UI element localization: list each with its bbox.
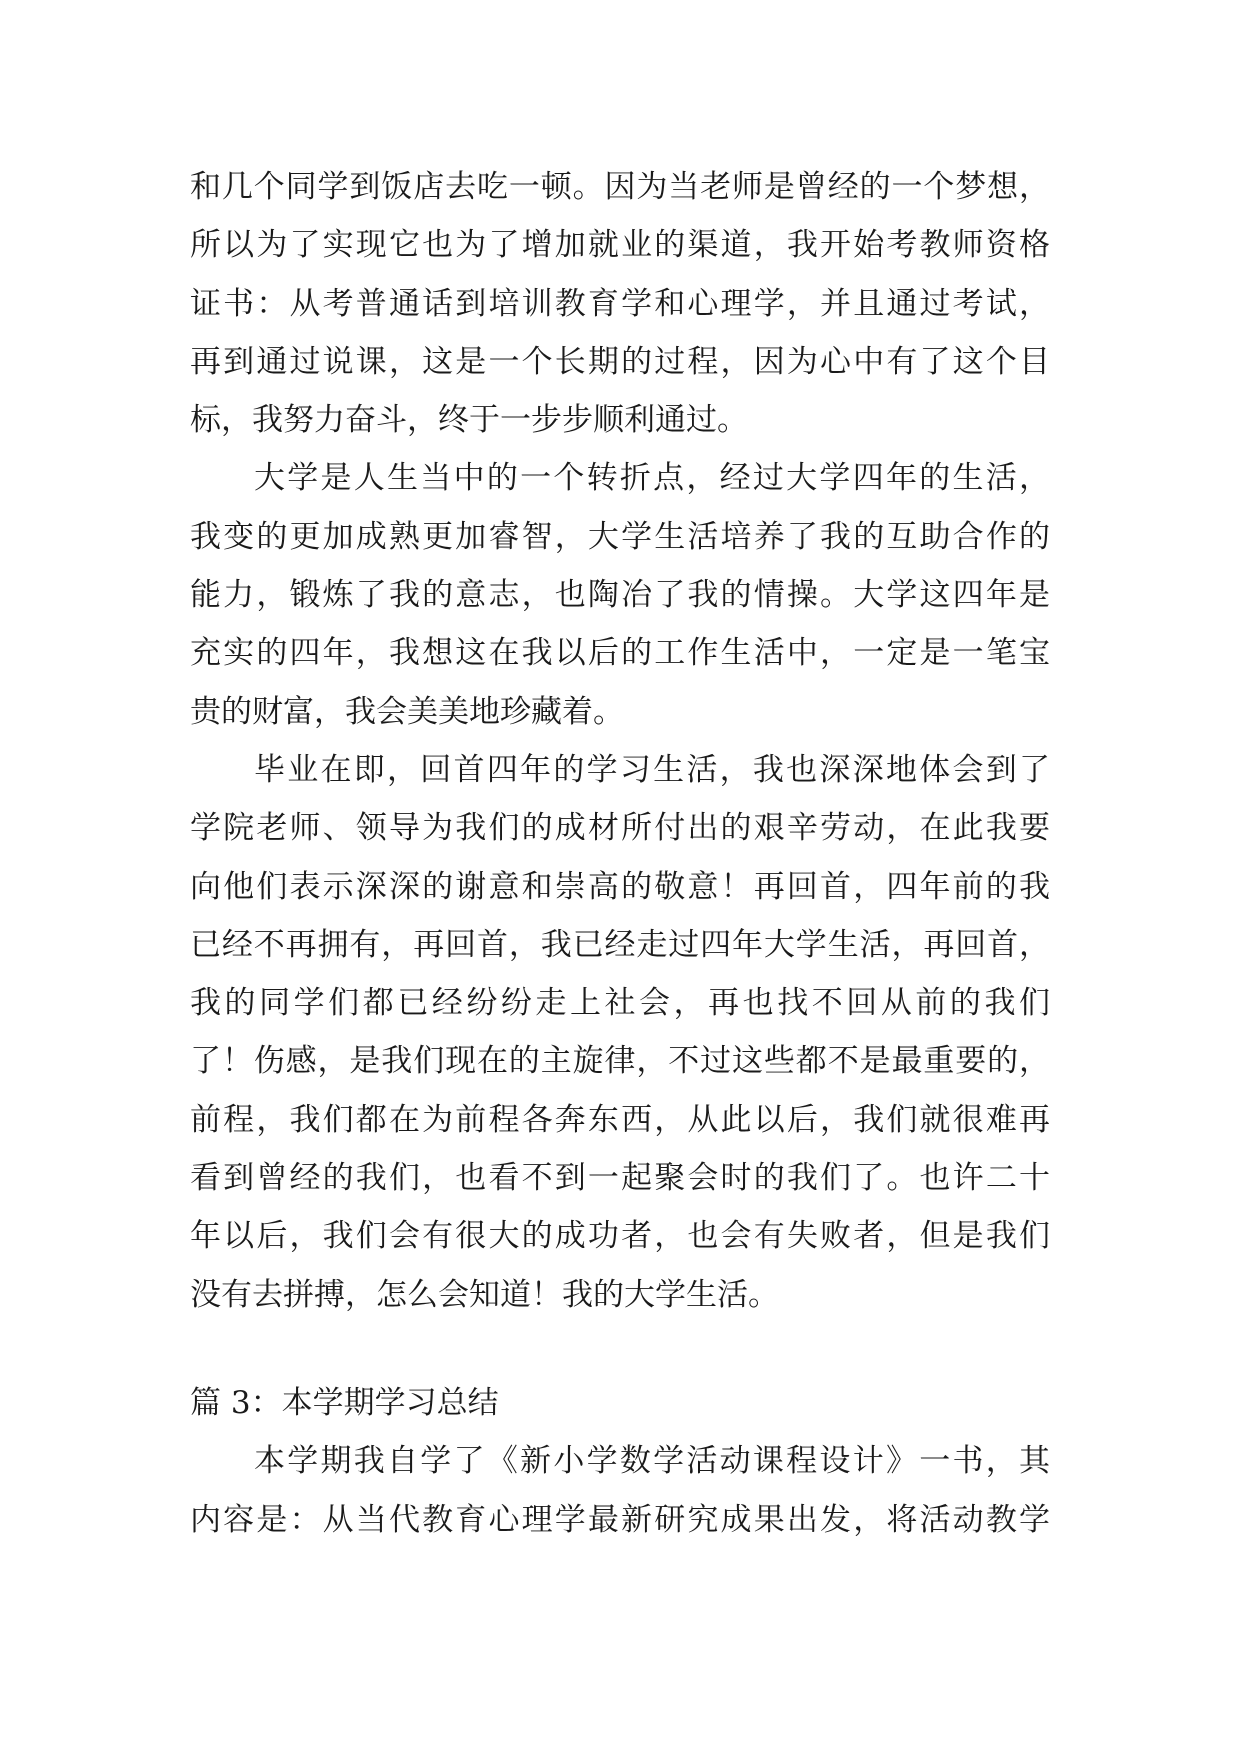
text-line: 年以后，我们会有很大的成功者，也会有失败者，但是我们 [190,1218,1050,1255]
text-line: 已经不再拥有，再回首，我已经走过四年大学生活，再回首， [190,926,1050,963]
section-paragraph [190,1432,1050,1549]
paragraph-2 [190,449,1050,740]
text-line: 本学期我自学了《新小学数学活动课程设计》一书，其 [254,1443,1050,1480]
document-body [190,158,1050,1549]
section-gap [190,1324,1050,1374]
text-line: 标，我努力奋斗，终于一步步顺利通过。 [190,402,748,439]
text-line: 证书：从考普通话到培训教育学和心理学，并且通过考试， [190,285,1050,322]
paragraph-1 [190,158,1050,449]
text-line: 再到通过说课，这是一个长期的过程，因为心中有了这个目 [190,343,1050,380]
section-heading: 篇 3：本学期学习总结 [190,1384,499,1421]
text-line: 所以为了实现它也为了增加就业的渠道，我开始考教师资格 [190,227,1050,264]
text-line: 学院老师、领导为我们的成材所付出的艰辛劳动，在此我要 [190,810,1050,847]
text-line: 我的同学们都已经纷纷走上社会，再也找不回从前的我们 [190,985,1050,1022]
text-line: 充实的四年，我想这在我以后的工作生活中，一定是一笔宝 [190,635,1050,672]
text-line: 毕业在即，回首四年的学习生活，我也深深地体会到了 [254,751,1050,788]
text-line: 了！伤感，是我们现在的主旋律，不过这些都不是最重要的， [190,1043,1050,1080]
text-line: 前程，我们都在为前程各奔东西，从此以后，我们就很难再 [190,1101,1050,1138]
text-line: 看到曾经的我们，也看不到一起聚会时的我们了。也许二十 [190,1160,1050,1197]
text-line: 向他们表示深深的谢意和崇高的敬意！再回首，四年前的我 [190,868,1050,905]
text-line: 没有去拼搏，怎么会知道！我的大学生活。 [190,1276,779,1313]
text-line: 能力，锻炼了我的意志，也陶冶了我的情操。大学这四年是 [190,577,1050,614]
text-line: 和几个同学到饭店去吃一顿。因为当老师是曾经的一个梦想， [190,169,1050,205]
text-line: 内容是：从当代教育心理学最新研究成果出发，将活动教学 [190,1501,1050,1538]
text-line: 大学是人生当中的一个转折点，经过大学四年的生活， [254,460,1050,497]
paragraph-3 [190,741,1050,1324]
text-line: 我变的更加成熟更加睿智，大学生活培养了我的互助合作的 [190,518,1050,555]
text-line: 贵的财富，我会美美地珍藏着。 [190,693,624,730]
